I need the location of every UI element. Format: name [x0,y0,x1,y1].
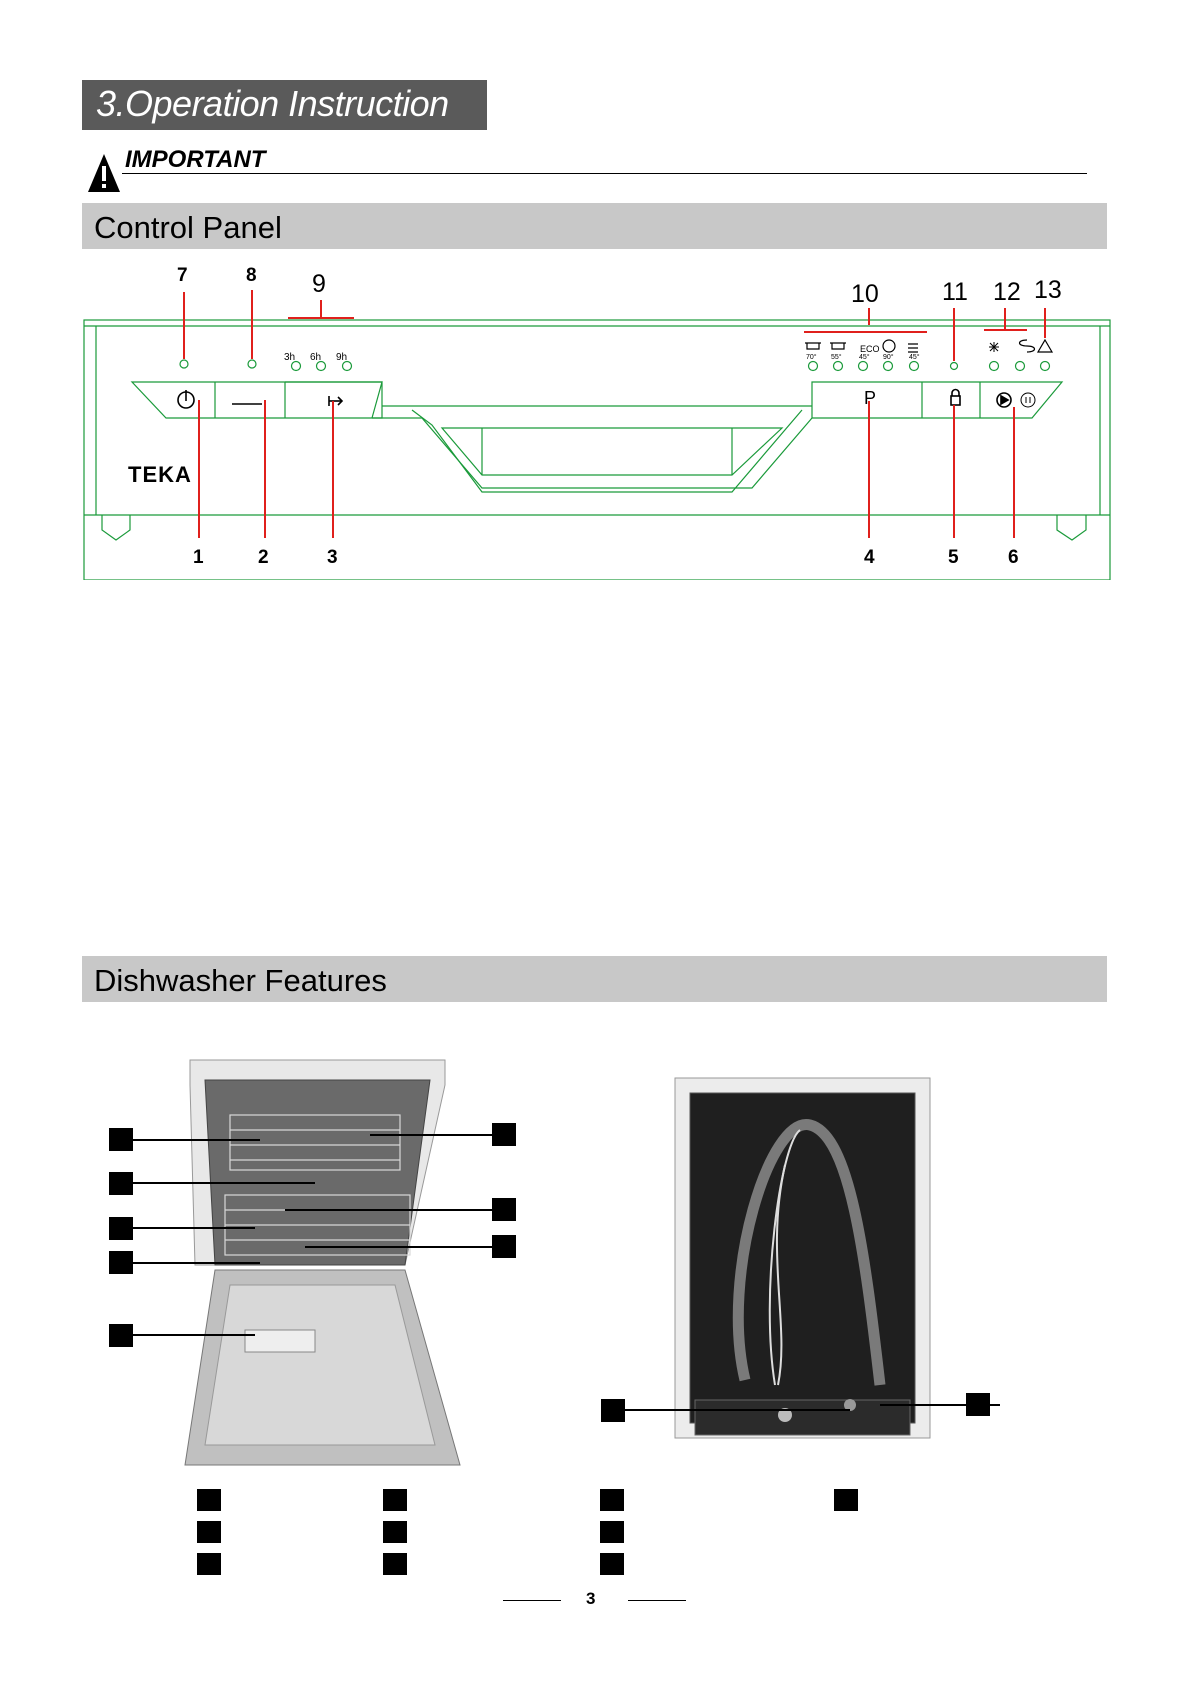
legend-marker [197,1521,221,1543]
eco-label: ECO [860,344,880,354]
program-temp-45-eco: 45° [859,354,870,361]
left-button-group [132,382,382,418]
warning-icon [86,152,122,194]
legend-marker [600,1489,624,1511]
section-title: 3.Operation Instruction [96,83,449,124]
callout-10: 10 [851,280,879,308]
timer-label-3h: 3h [284,352,296,363]
panel-frame [84,320,1110,580]
alert-icon [1038,340,1052,352]
callout-3: 3 [327,547,338,568]
control-panel-title: Control Panel [94,210,282,245]
lock-icon [951,396,960,405]
callout-9: 9 [312,270,326,298]
important-label: IMPORTANT [125,146,266,173]
legend-marker [834,1489,858,1511]
features-title: Dishwasher Features [94,963,387,998]
program-temp-70: 70° [806,354,817,361]
callout-8: 8 [246,265,257,286]
intensive-icon [805,343,821,349]
control-panel-diagram [82,260,1112,580]
legend-marker [600,1521,624,1543]
normal-icon [830,343,846,349]
callout-12: 12 [993,278,1021,306]
page-rule-left [503,1600,561,1601]
callout-11: 11 [942,278,968,306]
important-rule [122,173,1087,174]
legend-marker [600,1553,624,1575]
rapid-icon [908,344,918,352]
callout-1: 1 [193,547,204,568]
dishwasher-back-photo [600,1075,1020,1445]
timer-label-9h: 9h [336,352,348,363]
program-button-label: P [864,388,877,408]
callout-7: 7 [177,265,188,286]
legend-marker [197,1489,221,1511]
callout-5: 5 [948,547,959,568]
rinse-aid-icon [989,342,999,352]
program-temp-55: 55° [831,354,842,361]
legend-marker [383,1553,407,1575]
legend-marker [197,1553,221,1575]
callout-13: 13 [1034,276,1062,304]
dishwasher-front-photo [105,1045,525,1475]
callout-4: 4 [864,547,875,568]
page-number: 3 [586,1589,596,1608]
legend-marker [383,1489,407,1511]
salt-icon [1020,340,1035,352]
handle-recess [442,428,782,475]
legend-marker [383,1521,407,1543]
program-temp-45: 45° [909,354,920,361]
teka-logo: TEKA [128,462,192,487]
right-button-group [812,382,1062,418]
timer-label-6h: 6h [310,352,322,363]
callout-6: 6 [1008,547,1019,568]
program-temp-90: 90° [883,354,894,361]
page-rule-right [628,1600,686,1601]
callout-2: 2 [258,547,269,568]
glass-icon [883,340,895,352]
detergent-dispenser [245,1330,315,1352]
